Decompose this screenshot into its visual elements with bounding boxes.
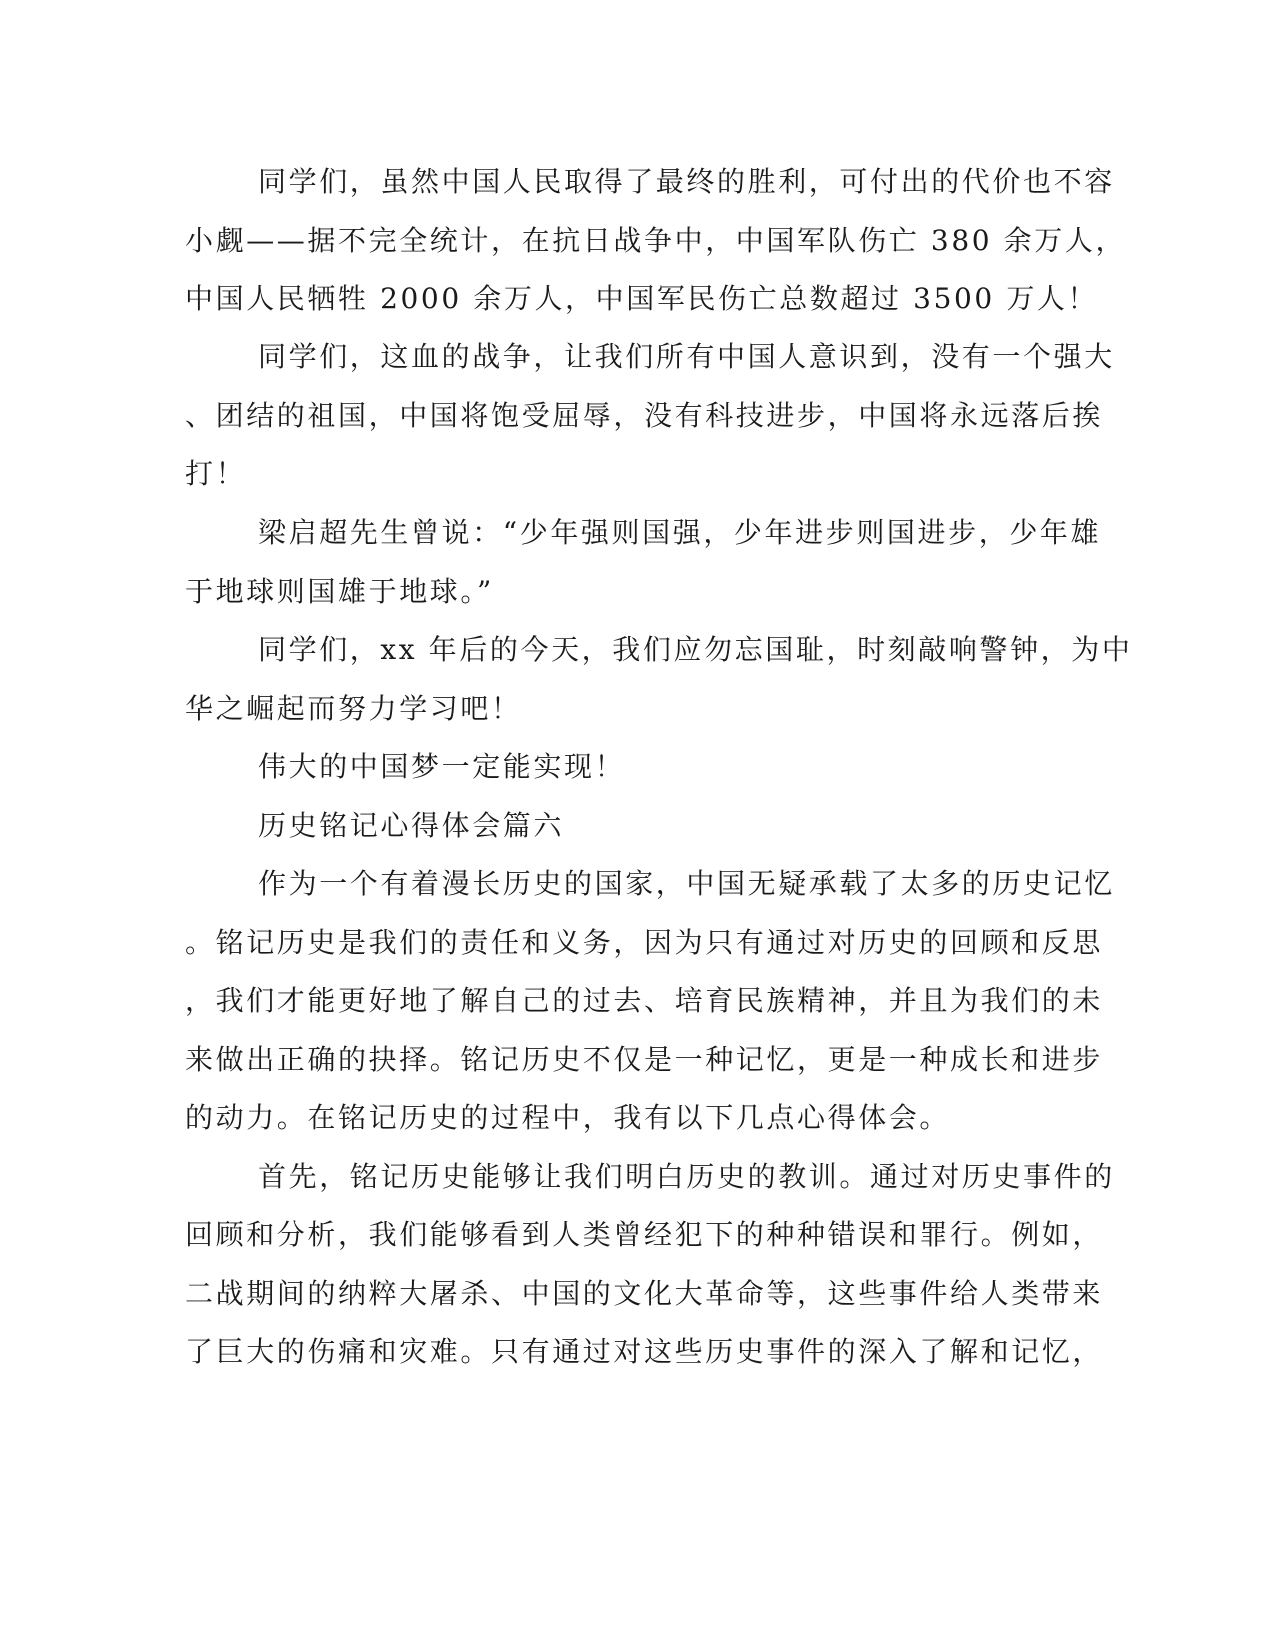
section-heading: 历史铭记心得体会篇六 [258, 809, 565, 842]
paragraph-line: 同学们，这血的战争，让我们所有中国人意识到，没有一个强大 [258, 340, 1115, 373]
paragraph-line: 同学们，虽然中国人民取得了最终的胜利，可付出的代价也不容 [258, 165, 1115, 198]
paragraph-line: 来做出正确的抉择。铭记历史不仅是一种记忆，更是一种成长和进步 [185, 1043, 1104, 1076]
paragraph-line: 伟大的中国梦一定能实现！ [258, 750, 626, 783]
paragraph-line: 作为一个有着漫长历史的国家，中国无疑承载了太多的历史记忆 [258, 867, 1115, 900]
paragraph-line: 。铭记历史是我们的责任和义务，因为只有通过对历史的回顾和反思 [185, 926, 1104, 959]
paragraph-line: 首先，铭记历史能够让我们明白历史的教训。通过对历史事件的 [258, 1160, 1115, 1193]
paragraph-line: 了巨大的伤痛和灾难。只有通过对这些历史事件的深入了解和记忆， [185, 1335, 1104, 1368]
paragraph-line: 中国人民牺牲 2000 余万人，中国军民伤亡总数超过 3500 万人！ [185, 282, 1099, 315]
paragraph-line: 的动力。在铭记历史的过程中，我有以下几点心得体会。 [185, 1101, 951, 1134]
paragraph-line: 同学们，xx 年后的今天，我们应勿忘国耻，时刻敲响警钟，为中 [258, 633, 1133, 666]
paragraph-line: 回顾和分析，我们能够看到人类曾经犯下的种种错误和罪行。例如， [185, 1218, 1104, 1251]
paragraph-line: 华之崛起而努力学习吧！ [185, 692, 522, 725]
paragraph-line: ，我们才能更好地了解自己的过去、培育民族精神，并且为我们的未 [185, 984, 1104, 1017]
paragraph-line: 打！ [185, 457, 247, 490]
paragraph-line: 梁启超先生曾说：“少年强则国强，少年进步则国进步，少年雄 [258, 516, 1102, 549]
paragraph-line: 、团结的祖国，中国将饱受屈辱，没有科技进步，中国将永远落后挨 [185, 399, 1104, 432]
paragraph-line: 二战期间的纳粹大屠杀、中国的文化大革命等，这些事件给人类带来 [185, 1277, 1104, 1310]
paragraph-line: 于地球则国雄于地球。” [185, 575, 494, 608]
paragraph-line: 小觑——据不完全统计，在抗日战争中，中国军队伤亡 380 余万人， [185, 224, 1127, 257]
